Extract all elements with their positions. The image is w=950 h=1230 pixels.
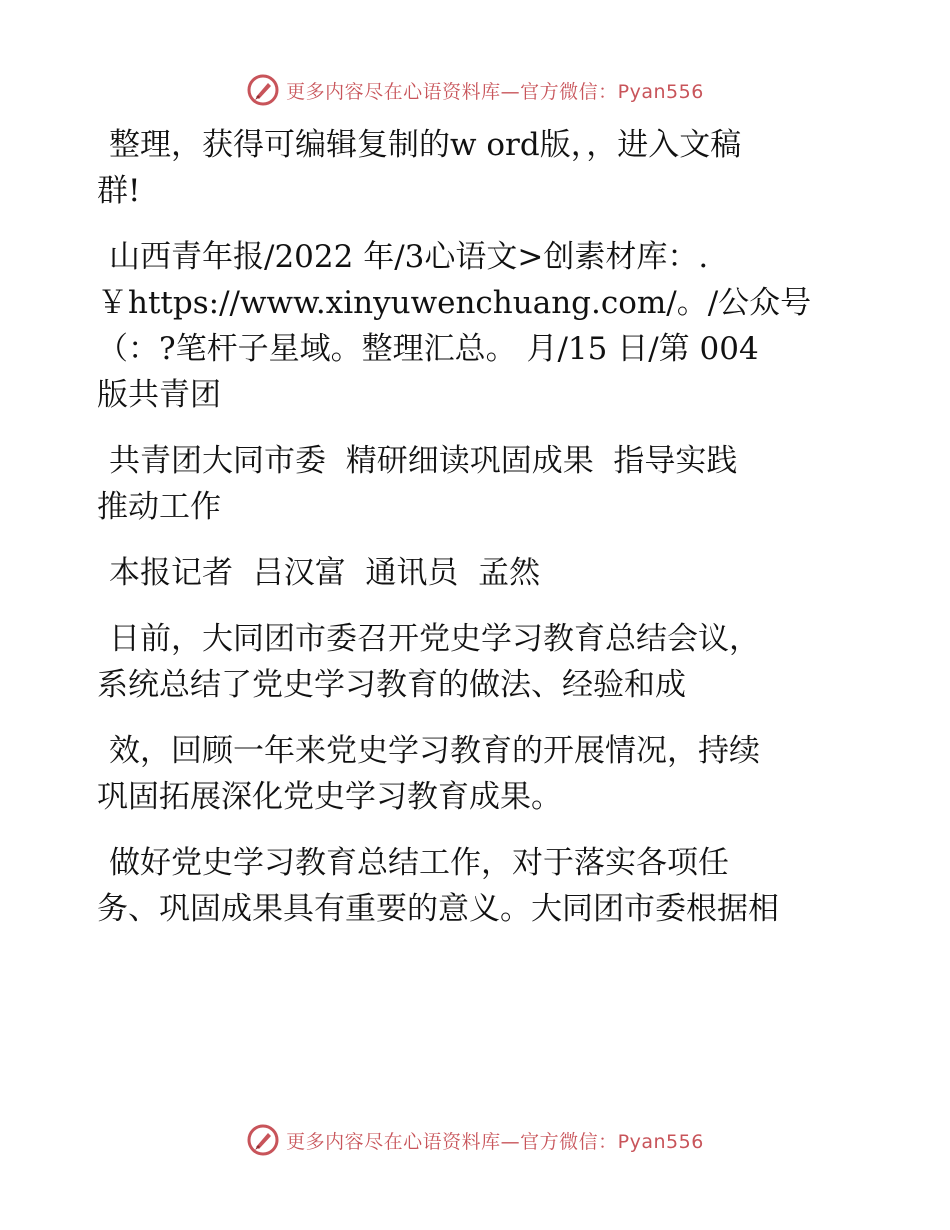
paragraph bbox=[97, 550, 857, 596]
paragraph bbox=[97, 234, 857, 418]
paragraph-line: 务、巩固成果具有重要的意义。大同团市委根据相 bbox=[97, 891, 779, 927]
paragraph-line: 推动工作 bbox=[97, 489, 221, 525]
paragraph bbox=[97, 728, 857, 820]
paragraph-line: 巩固拓展深化党史学习教育成果。 bbox=[97, 779, 562, 815]
watermark-text: 更多内容尽在心语资料库—官方微信：Pyan556 bbox=[286, 1130, 704, 1153]
paragraph bbox=[97, 122, 857, 214]
paragraph-line: 系统总结了党史学习教育的做法、经验和成 bbox=[97, 667, 686, 703]
footer-watermark bbox=[0, 1120, 950, 1160]
paragraph bbox=[97, 840, 857, 932]
paragraph bbox=[97, 438, 857, 530]
document-body bbox=[97, 122, 857, 952]
paragraph-line: 整理，获得可编辑复制的w ord版，，进入文稿 bbox=[109, 127, 742, 163]
paragraph-line: 共青团大同市委 精研细读巩固成果 指导实践 bbox=[109, 443, 738, 479]
paragraph-line: 效，回顾一年来党史学习教育的开展情况，持续 bbox=[109, 733, 760, 769]
paragraph-line: 山西青年报/2022 年/3心语文>创素材库：. bbox=[109, 239, 709, 275]
paragraph-line: （：?笔杆子星域。整理汇总。 月/15 日/第 004 bbox=[97, 331, 759, 367]
paragraph-line: 做好党史学习教育总结工作，对于落实各项任 bbox=[109, 845, 729, 881]
pen-logo-icon bbox=[246, 1123, 280, 1157]
paragraph-line: 本报记者 吕汉富 通讯员 孟然 bbox=[109, 555, 541, 591]
paragraph-line: ￥https://www.xinyuwenchuang.com/。/公众号 bbox=[97, 285, 812, 321]
paragraph-line: 日前，大同团市委召开党史学习教育总结会议， bbox=[109, 621, 760, 657]
watermark-text: 更多内容尽在心语资料库—官方微信：Pyan556 bbox=[286, 80, 704, 103]
paragraph-line: 版共青团 bbox=[97, 377, 221, 413]
paragraph bbox=[97, 616, 857, 708]
paragraph-line: 群! bbox=[97, 173, 141, 209]
header-watermark bbox=[0, 70, 950, 110]
pen-logo-icon bbox=[246, 73, 280, 107]
